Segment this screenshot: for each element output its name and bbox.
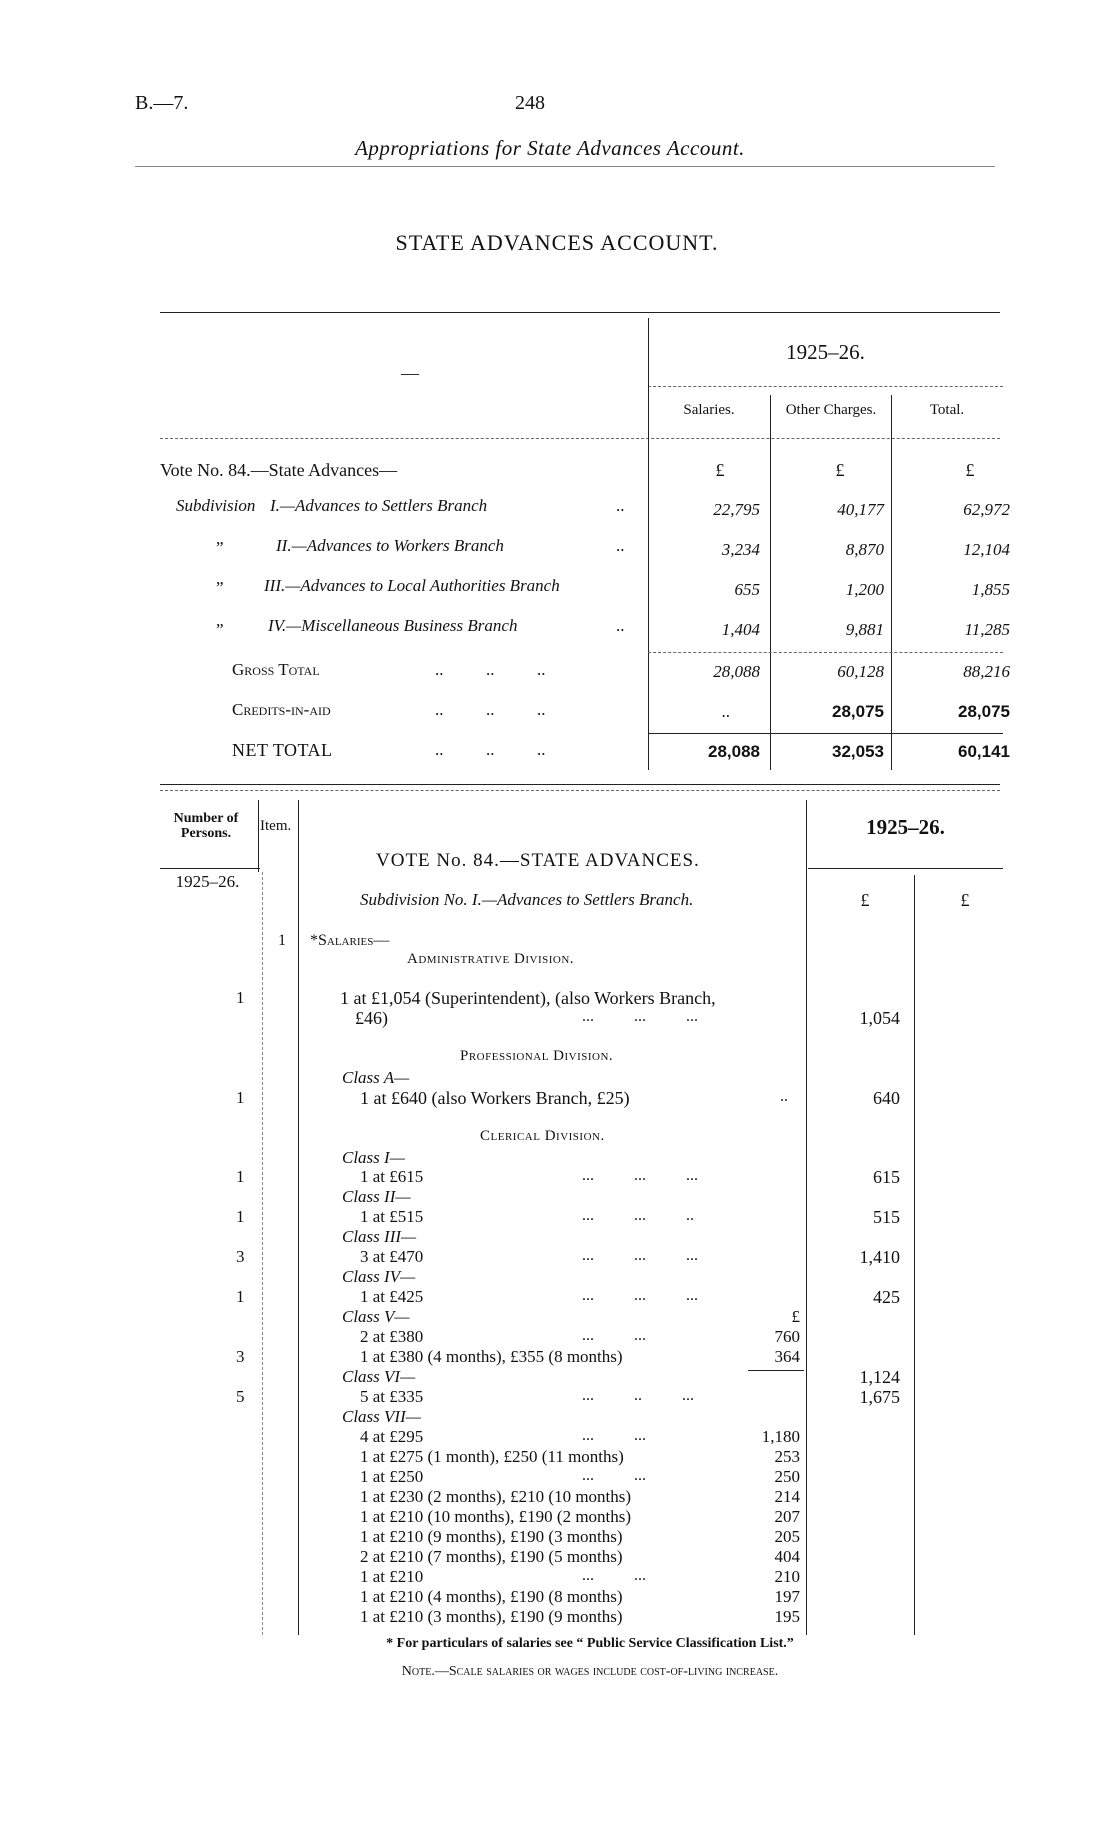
row-total: 11,285 (964, 620, 1010, 639)
prof-line: 1 at £640 (also Workers Branch, £25) (360, 1088, 630, 1108)
class-5-persons: 3 (236, 1347, 245, 1366)
row-other: 1,200 (845, 580, 884, 599)
header-rule (135, 166, 995, 167)
class-7-row-text: 1 at £210 (4 months), £190 (8 months) (360, 1587, 623, 1606)
class-7-row-dots: ... ... (582, 1467, 646, 1484)
detail-col-divider (262, 872, 263, 1635)
class-4-amount: 425 (873, 1287, 900, 1307)
net-salaries: 28,088 (708, 742, 760, 761)
summary-bottom-rule (160, 790, 1000, 791)
row-salaries: 655 (734, 580, 760, 599)
detail-currency-1: £ (860, 890, 870, 910)
gross-rule (648, 652, 1003, 653)
summary-header-rule (160, 438, 1000, 439)
summary-col-divider (770, 395, 771, 770)
admin-line-1: 1 at £1,054 (Superintendent), (also Workers Branch, (340, 988, 716, 1008)
class-4-dots: ... ... ... (582, 1287, 698, 1304)
gross-other: 60,128 (837, 662, 884, 681)
currency-other: £ (835, 460, 845, 480)
row-other: 8,870 (845, 540, 884, 559)
class-7-row-text: 1 at £275 (1 month), £250 (11 months) (360, 1447, 624, 1466)
class-4-persons: 1 (236, 1287, 245, 1306)
class-2-persons: 1 (236, 1207, 245, 1226)
net-dots: .. .. .. (435, 740, 546, 759)
class-7-row-text: 2 at £210 (7 months), £190 (5 months) (360, 1547, 623, 1566)
class-6-dots: ... .. ... (582, 1387, 694, 1404)
net-label: NET TOTAL (232, 740, 333, 760)
administrative-division-heading: Administrative Division. (407, 951, 575, 967)
class-6-persons: 5 (236, 1387, 245, 1406)
row-label: III.—Advances to Local Authorities Branch (264, 576, 560, 595)
row-prefix: ” (216, 620, 224, 639)
class-6-amount: 1,675 (859, 1387, 900, 1407)
detail-col-divider (258, 800, 259, 872)
class-2-label: Class II— (342, 1187, 411, 1206)
detail-year-left: 1925–26. (175, 872, 240, 891)
col-total-header: Total. (929, 402, 965, 418)
row-other: 9,881 (845, 620, 884, 639)
col-other-charges-header: Other Charges. (785, 402, 877, 418)
row-salaries: 22,795 (713, 500, 760, 519)
class-7-row-amount: 404 (774, 1547, 800, 1566)
gross-total: 88,216 (963, 662, 1010, 681)
row-label: II.—Advances to Workers Branch (276, 536, 504, 555)
class-7-row-amount: 197 (774, 1587, 800, 1606)
class-7-row-amount: 207 (774, 1507, 800, 1526)
prof-amount: 640 (873, 1088, 900, 1108)
row-label: I.—Advances to Settlers Branch (270, 496, 488, 515)
class-3-amount: 1,410 (859, 1247, 900, 1267)
class-1-persons: 1 (236, 1167, 245, 1186)
row-dots: .. (616, 616, 625, 635)
admin-persons: 1 (236, 988, 245, 1007)
row-total: 62,972 (963, 500, 1010, 519)
row-other: 40,177 (837, 500, 884, 519)
summary-year: 1925–26. (786, 340, 865, 364)
class-7-row-amount: 210 (774, 1567, 800, 1586)
detail-header-rule (808, 868, 1003, 869)
class-5-label: Class V— (342, 1307, 410, 1326)
admin-line-2: £46) (355, 1008, 388, 1028)
row-prefix: Subdivision (176, 496, 256, 515)
prof-dots: .. (780, 1088, 788, 1105)
class-4-label: Class IV— (342, 1267, 416, 1286)
class-7-row-text: 1 at £210 (9 months), £190 (3 months) (360, 1527, 623, 1546)
class-7-row-amount: 195 (774, 1607, 800, 1626)
class-5-dots-1: ... ... (582, 1327, 646, 1344)
class-7-row-amount: 250 (774, 1467, 800, 1486)
class-2-line: 1 at £515 (360, 1207, 424, 1226)
class-7-row-text: 1 at £210 (10 months), £190 (2 months) (360, 1507, 632, 1526)
detail-col-divider (914, 875, 915, 1635)
class-3-persons: 3 (236, 1247, 245, 1266)
class-5-pound: £ (791, 1307, 800, 1326)
credits-label: Credits-in-aid (232, 700, 331, 719)
class-5-amount: 1,124 (859, 1367, 900, 1387)
row-total: 12,104 (963, 540, 1010, 559)
row-dots: .. (616, 496, 625, 515)
detail-year: 1925–26. (866, 815, 945, 839)
summary-left-placeholder: — (401, 363, 419, 383)
class-7-label: Class VII— (342, 1407, 421, 1426)
credits-other: 28,075 (832, 702, 884, 721)
class-7-row-amount: 205 (774, 1527, 800, 1546)
scale-note: Note.—Scale salaries or wages include cost-of-living increase. (401, 1664, 779, 1679)
summary-title: STATE ADVANCES ACCOUNT. (395, 230, 719, 255)
class-7-row-amount: 1,180 (761, 1427, 800, 1446)
net-rule (648, 733, 1003, 734)
summary-year-rule (648, 386, 1003, 387)
class-3-line: 3 at £470 (360, 1247, 424, 1266)
item-number: 1 (278, 932, 286, 949)
row-salaries: 1,404 (721, 620, 760, 639)
col-item: Item. (260, 818, 292, 834)
class-1-dots: ... ... ... (582, 1167, 698, 1184)
class-6-label: Class VI— (342, 1367, 416, 1386)
prof-class: Class A— (342, 1068, 410, 1087)
prof-persons: 1 (236, 1088, 245, 1107)
summary-bottom-rule (160, 784, 1000, 785)
row-salaries: 3,234 (721, 540, 760, 559)
footnote: * For particulars of salaries see “ Public Service Classification List.” (386, 1636, 794, 1651)
row-prefix: ” (216, 538, 224, 557)
col-salaries-header: Salaries. (683, 402, 735, 418)
row-label: IV.—Miscellaneous Business Branch (268, 616, 518, 635)
clerical-division-heading: Clerical Division. (480, 1128, 605, 1144)
currency-salaries: £ (715, 460, 725, 480)
class-6-line: 5 at £335 (360, 1387, 424, 1406)
row-total: 1,855 (971, 580, 1010, 599)
admin-amount: 1,054 (859, 1008, 900, 1028)
salaries-heading: *Salaries— (310, 932, 390, 949)
class-5-line-2: 1 at £380 (4 months), £355 (8 months) (360, 1347, 623, 1366)
class-7-row-amount: 214 (774, 1487, 800, 1506)
document-reference: B.—7. (135, 92, 189, 114)
currency-total: £ (965, 460, 975, 480)
class-7-row-dots: ... ... (582, 1567, 646, 1584)
row-prefix: ” (216, 578, 224, 597)
class-2-dots: ... ... .. (582, 1207, 694, 1224)
professional-division-heading: Professional Division. (460, 1048, 614, 1064)
credits-dots: .. .. .. (435, 700, 546, 719)
credits-total: 28,075 (958, 702, 1010, 721)
class-1-label: Class I— (342, 1148, 405, 1167)
summary-col-divider (648, 318, 649, 770)
class-3-label: Class III— (342, 1227, 417, 1246)
page-number: 248 (515, 92, 545, 114)
col-number-of-persons: Number of Persons. (173, 811, 239, 841)
detail-col-divider (806, 800, 807, 1635)
class-7-row-text: 4 at £295 (360, 1427, 424, 1446)
class-3-dots: ... ... ... (582, 1247, 698, 1264)
class-7-row-text: 1 at £210 (3 months), £190 (9 months) (360, 1607, 623, 1626)
vote-title: VOTE No. 84.—STATE ADVANCES. (376, 850, 700, 871)
running-title: Appropriations for State Advances Account. (355, 136, 745, 160)
row-dots: .. (616, 536, 625, 555)
gross-salaries: 28,088 (713, 662, 760, 681)
detail-header-rule (160, 868, 260, 869)
detail-currency-2: £ (960, 890, 970, 910)
gross-label: Gross Total (232, 660, 320, 679)
class-5-sub-2: 364 (774, 1347, 800, 1366)
class-4-line: 1 at £425 (360, 1287, 424, 1306)
class-7-row-text: 1 at £250 (360, 1467, 424, 1486)
net-other: 32,053 (832, 742, 884, 761)
net-total: 60,141 (958, 742, 1010, 761)
subdivision-title: Subdivision No. I.—Advances to Settlers Branch. (360, 890, 694, 909)
class-5-sum-rule (748, 1370, 804, 1371)
class-1-amount: 615 (873, 1167, 900, 1187)
admin-dots: ... ... ... (582, 1008, 698, 1025)
gross-dots: .. .. .. (435, 660, 546, 679)
class-5-sub-1: 760 (774, 1327, 800, 1346)
class-7-row-amount: 253 (774, 1447, 800, 1466)
credits-salaries: .. (721, 702, 730, 721)
class-2-amount: 515 (873, 1207, 900, 1227)
detail-col-divider (298, 800, 299, 1635)
class-7-row-dots: ... ... (582, 1427, 646, 1444)
vote-label: Vote No. 84.—State Advances— (160, 460, 398, 480)
class-5-line-1: 2 at £380 (360, 1327, 424, 1346)
class-7-row-text: 1 at £210 (360, 1567, 424, 1586)
summary-top-rule (160, 312, 1000, 313)
class-1-line: 1 at £615 (360, 1167, 424, 1186)
summary-col-divider (891, 395, 892, 770)
class-7-row-text: 1 at £230 (2 months), £210 (10 months) (360, 1487, 632, 1506)
